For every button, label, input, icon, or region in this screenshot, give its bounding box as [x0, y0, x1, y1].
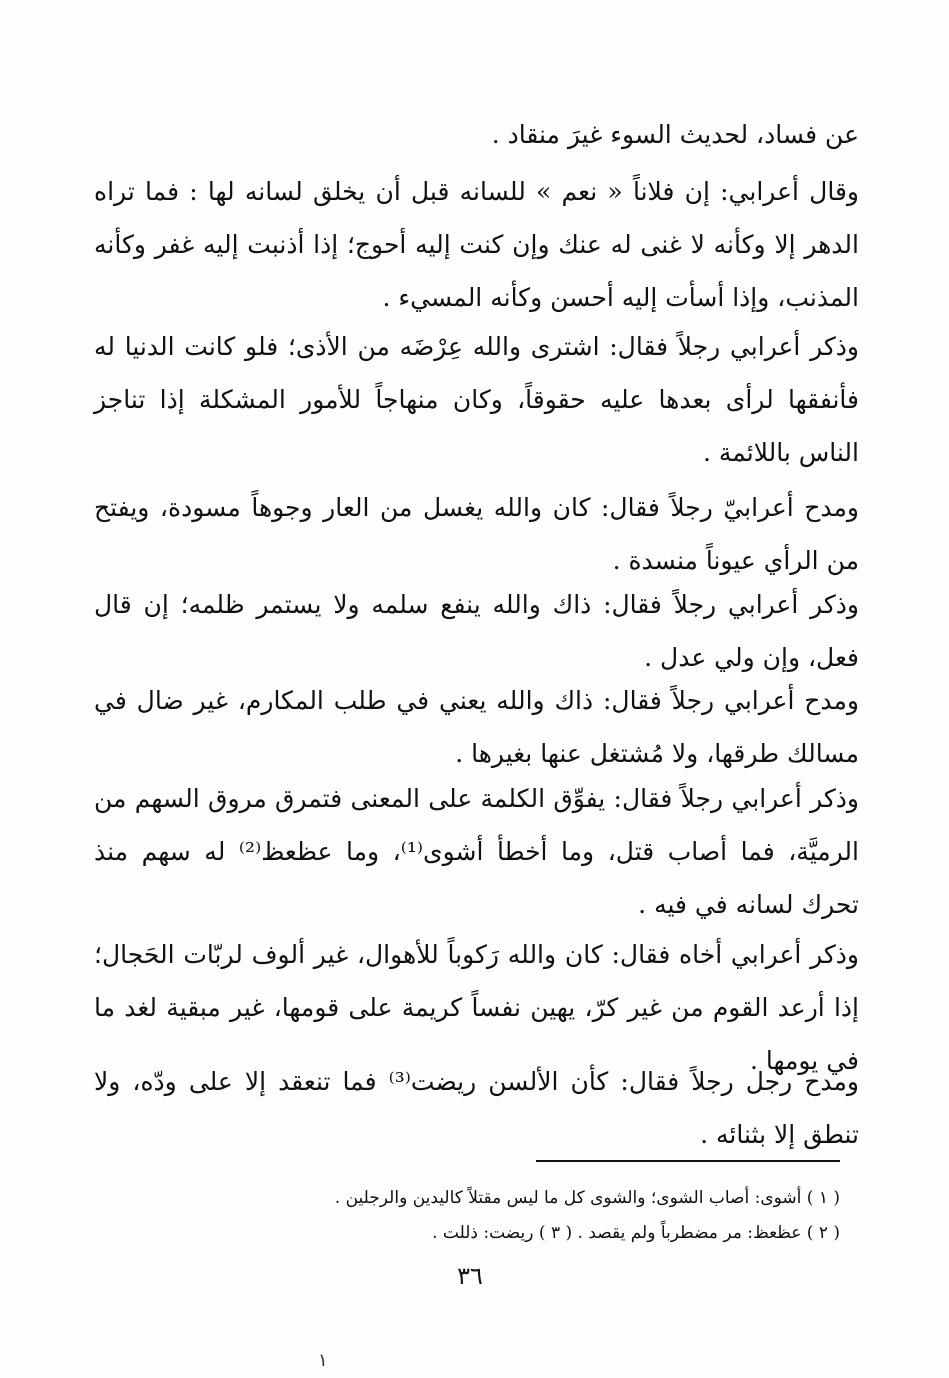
- footnote: ( ٢ ) عظعظ: مر مضطرباً ولم يقصد . ( ٣ ) ريضت: ذللت .: [432, 1223, 840, 1243]
- page-number: ٣٦: [457, 1262, 483, 1290]
- paragraph: ومدح أعرابيّ رجلاً فقال: كان والله يغسل من العار وجوهاً مسودة، ويفتح من الرأي عيوناً منسدة .: [94, 493, 859, 575]
- paragraph: ومدح أعرابي رجلاً فقال: ذاك والله يعني في طلب المكارم، غير ضال في مسالك طرقها، ولا مُشتغل عنها بغيرها .: [94, 686, 859, 768]
- footnote: ( ١ ) أشوى: أصاب الشوى؛ والشوى كل ما ليس مقتلاً كاليدين والرجلين .: [334, 1188, 840, 1208]
- margin-mark: ١: [318, 1350, 328, 1371]
- paragraph: وذكر أعرابي رجلاً فقال: ذاك والله ينفع سلمه ولا يستمر ظلمه؛ إن قال فعل، وإن ولي عدل .: [94, 590, 859, 672]
- paragraph-continuation: عن فساد، لحديث السوء غيرَ منقاد .: [491, 120, 859, 149]
- paragraph: ومدح رجل رجلاً فقال: كأن الألسن ريضت⁽³⁾ فما تنعقد إلا على ودّه، ولا تنطق إلا بثنائه .: [94, 1067, 859, 1149]
- paragraph: وقال أعرابي: إن فلاناً « نعم » للسانه قبل أن يخلق لسانه لها : فما تراه الدهر إلا وكأنه لا غنى له عنك وإن كنت إليه أحوج؛ إذا أذنبت إليه غفر وكأنه المذنب، وإذا أسأت إليه أحسن وكأنه المسيء .: [94, 177, 859, 312]
- paragraph: وذكر أعرابي أخاه فقال: كان والله رَكوباً للأهوال، غير ألوف لربّات الحَجال؛ إذا أرعد القوم من غير كرّ، يهين نفساً كريمة على قومها، غير مبقية لغد ما في يومها .: [94, 940, 859, 1075]
- paragraph: وذكر أعرابي رجلاً فقال: يفوِّق الكلمة على المعنى فتمرق مروق السهم من الرميَّة، فما أصاب قتل، وما أخطأ أشوى⁽¹⁾، وما عظعظ⁽²⁾ له سهم منذ تحرك لسانه في فيه .: [94, 784, 859, 919]
- paragraph: وذكر أعرابي رجلاً فقال: اشترى والله عِرْضَه من الأذى؛ فلو كانت الدنيا له فأنفقها لرأى بعدها عليه حقوقاً، وكان منهاجاً للأمور المشكلة إذا تناجز الناس باللائمة .: [94, 332, 859, 467]
- footnote-divider: [536, 1160, 840, 1162]
